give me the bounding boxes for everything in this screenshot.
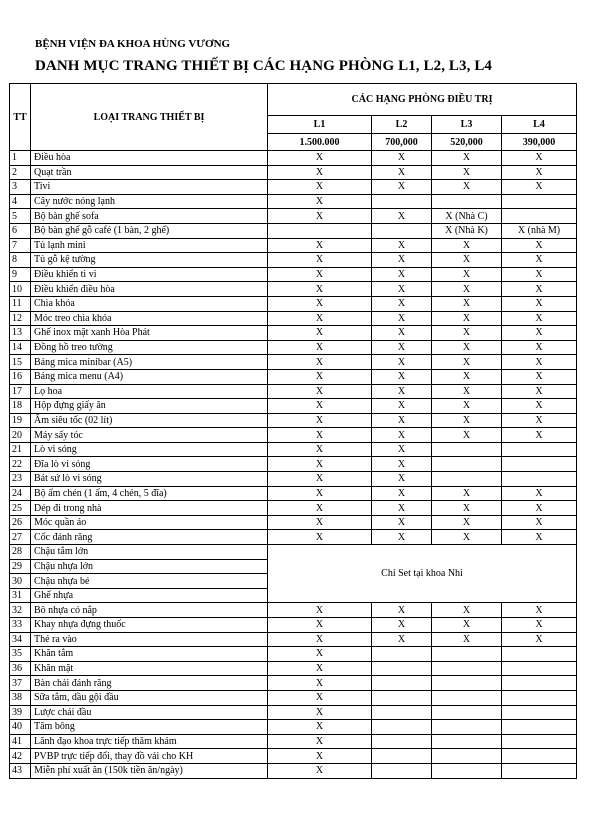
row-number: 30 (10, 574, 31, 589)
mark-l2: X (372, 355, 432, 370)
table-row (10, 165, 577, 180)
table-row (10, 618, 577, 633)
mark-l1: X (268, 340, 372, 355)
mark-l4 (502, 720, 577, 735)
mark-l3 (432, 661, 502, 676)
mark-l4: X (502, 340, 577, 355)
table-row (10, 180, 577, 195)
equipment-name: Khăn tắm (31, 647, 268, 662)
mark-l1: X (268, 661, 372, 676)
mark-l1: X (268, 676, 372, 691)
mark-l1: X (268, 515, 372, 530)
mark-l3: X (432, 151, 502, 166)
row-number: 13 (10, 326, 31, 341)
mark-l4 (502, 705, 577, 720)
mark-l2 (372, 690, 432, 705)
equipment-name: Lược chải đầu (31, 705, 268, 720)
mark-l4: X (502, 180, 577, 195)
equipment-name: Ghế nhựa (31, 588, 268, 603)
equipment-name: Bàn chải đánh răng (31, 676, 268, 691)
room-header-l2: L2 (372, 116, 432, 134)
mark-l3: X (432, 618, 502, 633)
mark-l4: X (502, 413, 577, 428)
tt-header: TT (10, 84, 31, 151)
table-row (10, 223, 577, 238)
price-l1: 1.500.000 (268, 134, 372, 151)
row-number: 27 (10, 530, 31, 545)
mark-l2: X (372, 384, 432, 399)
mark-l2: X (372, 501, 432, 516)
mark-l3: X (432, 428, 502, 443)
mark-l1: X (268, 253, 372, 268)
row-number: 36 (10, 661, 31, 676)
mark-l2: X (372, 296, 432, 311)
table-row (10, 399, 577, 414)
mark-l3 (432, 647, 502, 662)
mark-l1: X (268, 267, 372, 282)
table-row (10, 457, 577, 472)
equipment-name: Khay nhựa đựng thuốc (31, 618, 268, 633)
mark-l4: X (502, 603, 577, 618)
equipment-name: Máy sấy tóc (31, 428, 268, 443)
mark-l1: X (268, 399, 372, 414)
mark-l2: X (372, 209, 432, 224)
mark-l1: X (268, 486, 372, 501)
mark-l1: X (268, 209, 372, 224)
row-number: 37 (10, 676, 31, 691)
mark-l1: X (268, 326, 372, 341)
table-row (10, 763, 577, 778)
equipment-name: Ghế inox mặt xanh Hòa Phát (31, 326, 268, 341)
mark-l4 (502, 676, 577, 691)
mark-l2: X (372, 238, 432, 253)
equipment-name: Điều khiển điều hòa (31, 282, 268, 297)
pediatrics-only-note: Chỉ Set tại khoa Nhi (268, 545, 577, 603)
mark-l3: X (432, 282, 502, 297)
mark-l1: X (268, 763, 372, 778)
mark-l2: X (372, 340, 432, 355)
equipment-name: Điều khiển ti vi (31, 267, 268, 282)
row-number: 26 (10, 515, 31, 530)
mark-l4: X (502, 165, 577, 180)
mark-l4: X (502, 501, 577, 516)
mark-l4: X (502, 355, 577, 370)
mark-l1: X (268, 428, 372, 443)
equipment-name: Đĩa lò vi sóng (31, 457, 268, 472)
table-row (10, 428, 577, 443)
equipment-name: Hộp đựng giấy ăn (31, 399, 268, 414)
equipment-name: Tủ gỗ kệ tường (31, 253, 268, 268)
table-row (10, 253, 577, 268)
mark-l2: X (372, 326, 432, 341)
row-number: 11 (10, 296, 31, 311)
equipment-table (9, 83, 577, 779)
mark-l4 (502, 763, 577, 778)
mark-l3: X (432, 384, 502, 399)
equipment-name: Cốc đánh răng (31, 530, 268, 545)
mark-l3: X (432, 399, 502, 414)
mark-l2: X (372, 413, 432, 428)
equipment-name: Chậu nhựa bé (31, 574, 268, 589)
mark-l1: X (268, 384, 372, 399)
mark-l4 (502, 442, 577, 457)
mark-l2 (372, 720, 432, 735)
table-row (10, 486, 577, 501)
mark-l3: X (432, 238, 502, 253)
mark-l1: X (268, 165, 372, 180)
mark-l3: X (432, 530, 502, 545)
table-row (10, 194, 577, 209)
room-classes-header: CÁC HẠNG PHÒNG ĐIỀU TRỊ (268, 84, 577, 116)
table-row (10, 501, 577, 516)
mark-l3: X (432, 180, 502, 195)
table-row (10, 749, 577, 764)
price-l2: 700,000 (372, 134, 432, 151)
mark-l3: X (432, 603, 502, 618)
row-number: 7 (10, 238, 31, 253)
row-number: 1 (10, 151, 31, 166)
equipment-name: Miễn phí xuất ăn (150k tiền ăn/ngày) (31, 763, 268, 778)
mark-l2: X (372, 253, 432, 268)
mark-l2 (372, 194, 432, 209)
table-row (10, 603, 577, 618)
table-row (10, 384, 577, 399)
table-row (10, 676, 577, 691)
equipment-name: Tivi (31, 180, 268, 195)
table-row (10, 296, 577, 311)
row-number: 14 (10, 340, 31, 355)
row-number: 9 (10, 267, 31, 282)
row-number: 21 (10, 442, 31, 457)
table-row (10, 647, 577, 662)
row-number: 40 (10, 720, 31, 735)
mark-l2 (372, 705, 432, 720)
row-number: 12 (10, 311, 31, 326)
mark-l1: X (268, 296, 372, 311)
mark-l2 (372, 763, 432, 778)
equipment-name: Tủ lạnh mini (31, 238, 268, 253)
equipment-name: Dép đi trong nhà (31, 501, 268, 516)
mark-l2: X (372, 530, 432, 545)
row-number: 31 (10, 588, 31, 603)
mark-l4 (502, 734, 577, 749)
mark-l1: X (268, 194, 372, 209)
mark-l2 (372, 647, 432, 662)
equipment-name: Chậu nhựa lớn (31, 559, 268, 574)
equipment-name: Lọ hoa (31, 384, 268, 399)
row-number: 17 (10, 384, 31, 399)
mark-l4: X (502, 238, 577, 253)
mark-l2: X (372, 311, 432, 326)
equipment-name: Bộ bàn ghế gỗ café (1 bàn, 2 ghế) (31, 223, 268, 238)
row-number: 23 (10, 472, 31, 487)
mark-l3 (432, 705, 502, 720)
mark-l1: X (268, 603, 372, 618)
row-number: 34 (10, 632, 31, 647)
row-number: 6 (10, 223, 31, 238)
row-number: 32 (10, 603, 31, 618)
hospital-name: BỆNH VIỆN ĐA KHOA HÙNG VƯƠNG (35, 38, 231, 50)
mark-l4: X (502, 326, 577, 341)
mark-l3: X (432, 253, 502, 268)
mark-l3: X (Nhà C) (432, 209, 502, 224)
mark-l1: X (268, 151, 372, 166)
mark-l1: X (268, 282, 372, 297)
mark-l3: X (432, 296, 502, 311)
table-row (10, 238, 577, 253)
mark-l4: X (502, 282, 577, 297)
mark-l3 (432, 676, 502, 691)
mark-l3: X (432, 267, 502, 282)
equipment-name: Móc treo chìa khóa (31, 311, 268, 326)
equipment-name: Sữa tắm, dầu gội đầu (31, 690, 268, 705)
table-row (10, 209, 577, 224)
equipment-name: Bảng mica menu (A4) (31, 369, 268, 384)
table-row (10, 369, 577, 384)
mark-l2: X (372, 457, 432, 472)
mark-l2: X (372, 618, 432, 633)
equipment-name: Bát sứ lò vi sóng (31, 472, 268, 487)
table-row (10, 282, 577, 297)
mark-l4 (502, 194, 577, 209)
header-row-group (10, 84, 577, 116)
mark-l2: X (372, 399, 432, 414)
mark-l2: X (372, 267, 432, 282)
row-number: 39 (10, 705, 31, 720)
equipment-name: PVBP trực tiếp đổi, thay đồ vải cho KH (31, 749, 268, 764)
mark-l3: X (432, 632, 502, 647)
mark-l3: X (432, 326, 502, 341)
mark-l4: X (502, 151, 577, 166)
row-number: 24 (10, 486, 31, 501)
row-number: 25 (10, 501, 31, 516)
mark-l2: X (372, 603, 432, 618)
mark-l1: X (268, 632, 372, 647)
mark-l3: X (Nhà K) (432, 223, 502, 238)
equipment-name: Móc quần áo (31, 515, 268, 530)
table-row (10, 442, 577, 457)
row-number: 38 (10, 690, 31, 705)
table-row (10, 705, 577, 720)
mark-l4: X (502, 428, 577, 443)
equipment-name: Ấm siêu tốc (02 lít) (31, 413, 268, 428)
mark-l2: X (372, 282, 432, 297)
equipment-name: Lãnh đạo khoa trực tiếp thăm khám (31, 734, 268, 749)
price-l3: 520,000 (432, 134, 502, 151)
room-header-l3: L3 (432, 116, 502, 134)
mark-l4 (502, 647, 577, 662)
row-number: 15 (10, 355, 31, 370)
row-number: 3 (10, 180, 31, 195)
mark-l4: X (502, 618, 577, 633)
equipment-name: Thẻ ra vào (31, 632, 268, 647)
equipment-name: Cây nước nóng lạnh (31, 194, 268, 209)
mark-l4: X (502, 530, 577, 545)
mark-l4: X (502, 632, 577, 647)
mark-l1: X (268, 749, 372, 764)
room-header-l4: L4 (502, 116, 577, 134)
table-row (10, 632, 577, 647)
table-row (10, 545, 577, 560)
mark-l1: X (268, 705, 372, 720)
equipment-name: Bảng mica minibar (A5) (31, 355, 268, 370)
mark-l2: X (372, 515, 432, 530)
row-number: 22 (10, 457, 31, 472)
table-row (10, 326, 577, 341)
mark-l4: X (502, 515, 577, 530)
mark-l1: X (268, 618, 372, 633)
mark-l4 (502, 472, 577, 487)
equipment-name: Bô nhựa có nắp (31, 603, 268, 618)
table-row (10, 311, 577, 326)
mark-l3: X (432, 340, 502, 355)
mark-l4: X (502, 486, 577, 501)
mark-l4: X (502, 267, 577, 282)
table-row (10, 472, 577, 487)
row-number: 5 (10, 209, 31, 224)
mark-l2 (372, 223, 432, 238)
table-row (10, 734, 577, 749)
mark-l3 (432, 720, 502, 735)
table-row (10, 267, 577, 282)
mark-l2 (372, 734, 432, 749)
row-number: 10 (10, 282, 31, 297)
mark-l1: X (268, 442, 372, 457)
table-row (10, 355, 577, 370)
mark-l3: X (432, 369, 502, 384)
mark-l2: X (372, 632, 432, 647)
equipment-name: Chậu tắm lớn (31, 545, 268, 560)
room-header-l1: L1 (268, 116, 372, 134)
mark-l1: X (268, 413, 372, 428)
mark-l3: X (432, 311, 502, 326)
table-row (10, 661, 577, 676)
mark-l4 (502, 690, 577, 705)
mark-l3: X (432, 486, 502, 501)
mark-l3: X (432, 165, 502, 180)
mark-l4: X (502, 253, 577, 268)
mark-l3 (432, 194, 502, 209)
table-row (10, 340, 577, 355)
row-number: 29 (10, 559, 31, 574)
table-row (10, 690, 577, 705)
mark-l2: X (372, 472, 432, 487)
row-number: 16 (10, 369, 31, 384)
mark-l1: X (268, 355, 372, 370)
mark-l3 (432, 690, 502, 705)
mark-l4: X (nhà M) (502, 223, 577, 238)
mark-l3 (432, 442, 502, 457)
mark-l2: X (372, 442, 432, 457)
equipment-name: Lò vi sóng (31, 442, 268, 457)
document-title: DANH MỤC TRANG THIẾT BỊ CÁC HẠNG PHÒNG L1, L2, L3, L4 (35, 58, 493, 74)
mark-l4: X (502, 369, 577, 384)
row-number: 43 (10, 763, 31, 778)
table-row (10, 720, 577, 735)
price-l4: 390,000 (502, 134, 577, 151)
mark-l3: X (432, 515, 502, 530)
mark-l4: X (502, 311, 577, 326)
mark-l1: X (268, 369, 372, 384)
row-number: 35 (10, 647, 31, 662)
row-number: 42 (10, 749, 31, 764)
mark-l1: X (268, 690, 372, 705)
equipment-name: Khăn mặt (31, 661, 268, 676)
mark-l4 (502, 749, 577, 764)
mark-l3 (432, 749, 502, 764)
mark-l4: X (502, 384, 577, 399)
mark-l3: X (432, 355, 502, 370)
mark-l1 (268, 223, 372, 238)
mark-l1: X (268, 457, 372, 472)
mark-l3 (432, 763, 502, 778)
row-number: 20 (10, 428, 31, 443)
table-row (10, 413, 577, 428)
table-row (10, 515, 577, 530)
row-number: 41 (10, 734, 31, 749)
equipment-name: Bộ ấm chén (1 ấm, 4 chén, 5 đĩa) (31, 486, 268, 501)
mark-l4 (502, 661, 577, 676)
mark-l1: X (268, 647, 372, 662)
mark-l2: X (372, 165, 432, 180)
mark-l2: X (372, 428, 432, 443)
row-number: 19 (10, 413, 31, 428)
equipment-type-header: LOẠI TRANG THIẾT BỊ (31, 84, 268, 151)
equipment-name: Bộ bàn ghế sofa (31, 209, 268, 224)
mark-l2 (372, 661, 432, 676)
mark-l2: X (372, 369, 432, 384)
mark-l1: X (268, 734, 372, 749)
mark-l2: X (372, 486, 432, 501)
equipment-name: Quạt trần (31, 165, 268, 180)
mark-l2: X (372, 151, 432, 166)
table-row (10, 530, 577, 545)
equipment-name: Chìa khóa (31, 296, 268, 311)
row-number: 4 (10, 194, 31, 209)
row-number: 8 (10, 253, 31, 268)
mark-l3: X (432, 413, 502, 428)
mark-l1: X (268, 472, 372, 487)
mark-l2 (372, 676, 432, 691)
mark-l2 (372, 749, 432, 764)
mark-l4 (502, 457, 577, 472)
equipment-name: Tăm bông (31, 720, 268, 735)
row-number: 33 (10, 618, 31, 633)
mark-l1: X (268, 311, 372, 326)
mark-l2: X (372, 180, 432, 195)
mark-l1: X (268, 530, 372, 545)
mark-l3 (432, 734, 502, 749)
row-number: 2 (10, 165, 31, 180)
row-number: 28 (10, 545, 31, 560)
mark-l4 (502, 209, 577, 224)
mark-l1: X (268, 720, 372, 735)
equipment-name: Đồng hồ treo tường (31, 340, 268, 355)
mark-l1: X (268, 501, 372, 516)
mark-l3 (432, 457, 502, 472)
mark-l1: X (268, 180, 372, 195)
mark-l3: X (432, 501, 502, 516)
mark-l4: X (502, 296, 577, 311)
mark-l1: X (268, 238, 372, 253)
mark-l3 (432, 472, 502, 487)
equipment-name: Điều hòa (31, 151, 268, 166)
mark-l4: X (502, 399, 577, 414)
table-row (10, 151, 577, 166)
row-number: 18 (10, 399, 31, 414)
